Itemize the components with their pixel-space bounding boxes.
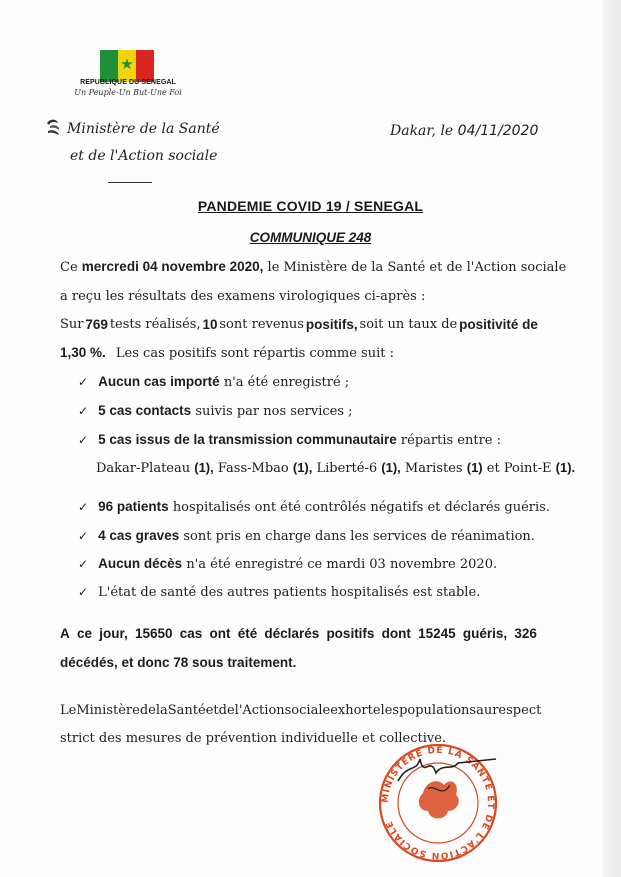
locality: Maristes [404, 461, 463, 476]
flag-red-stripe [136, 50, 154, 82]
summary-word: jour, [99, 626, 128, 641]
summary-word: dont [381, 626, 411, 641]
summary-line-2: décédés, et donc 78 sous traitement. [60, 655, 297, 670]
positive-label: positifs, [305, 317, 358, 332]
summary-line-1 [60, 626, 537, 641]
locality-count: (1) [466, 460, 483, 475]
date-line [390, 123, 538, 139]
closing-line-2: strict des mesures de prévention individuelle et collective. [60, 731, 447, 746]
flag-yellow-stripe [118, 50, 136, 82]
summary-word: ce [76, 626, 92, 641]
republic-name: REPUBLIQUE DU SENEGAL [80, 79, 176, 86]
flag-green-stripe [100, 50, 118, 82]
deaths: Aucun décès [98, 556, 183, 571]
recovered-patients: 96 patients [98, 499, 169, 514]
ministry-name-line2: et de l'Action sociale [70, 148, 218, 164]
checkmark-icon: ✓ [78, 529, 89, 543]
intro-text: Sur [60, 317, 84, 332]
intro-line-4 [60, 345, 394, 361]
summary-word: guéris, [462, 626, 508, 641]
intro-text: tests réalisés, [109, 317, 201, 332]
ministry-name-line1: Ministère de la Santé [67, 121, 220, 137]
intro-line-3 [60, 317, 538, 332]
list-item [78, 556, 497, 572]
checkmark-icon: ✓ [78, 404, 89, 418]
summary-word: cas [179, 626, 203, 641]
closing-word: populations [399, 703, 477, 718]
bullet-text: n'a été enregistré ce mardi 03 novembre 2020. [186, 557, 498, 572]
severe-cases: 4 cas graves [98, 528, 180, 543]
locality-count: (1). [555, 460, 576, 475]
communique-number: COMMUNIQUE 248 [249, 230, 372, 245]
closing-word: les [380, 703, 400, 718]
date-prefix: Dakar, le [390, 123, 454, 139]
locality: Liberté-6 [316, 461, 378, 476]
list-item [78, 432, 501, 448]
intro-line-2: a reçu les résultats des examens virologiques ci-après : [60, 289, 426, 304]
intro-text: soit un taux de [359, 317, 458, 332]
closing-word: exhorte [330, 703, 381, 718]
checkmark-icon: ✓ [78, 500, 89, 514]
closing-word: l'Action [234, 703, 285, 718]
contact-cases: 5 cas contacts [98, 403, 192, 418]
summary-word: 15650 [134, 626, 173, 641]
list-item [78, 528, 535, 544]
tests-count: 769 [85, 317, 108, 332]
closing-word: Santé [167, 703, 206, 718]
closing-word: Ministère [76, 703, 140, 718]
list-item [78, 374, 349, 390]
bullet-text: suivis par nos services ; [195, 404, 353, 419]
locality-count: (1), [381, 460, 401, 475]
closing-word: Le [60, 703, 77, 718]
list-item [78, 499, 550, 515]
closing-word: et [205, 703, 219, 718]
closing-word: de [218, 703, 235, 718]
svg-text:MINISTERE DE LA SANTE ET DE L': MINISTERE DE LA SANTE ET DE L'ACTION SOCIALE [380, 745, 496, 861]
checkmark-icon: ✓ [78, 433, 89, 447]
locality-count: (1), [292, 460, 313, 475]
summary-word: déclarés [264, 626, 320, 641]
positivity-rate: 1,30 %. [60, 345, 106, 360]
bullet-text: sont pris en charge dans les services de réanimation. [183, 529, 535, 544]
checkmark-icon: ✓ [78, 585, 89, 599]
community-cases-breakdown [96, 460, 575, 476]
list-item [78, 403, 353, 419]
summary-word: 15245 [418, 626, 456, 641]
summary-word: positifs [326, 626, 375, 641]
intro-text: Ce [60, 260, 78, 275]
intro-text: sont revenus [219, 317, 304, 332]
checkmark-icon: ✓ [78, 375, 89, 389]
closing-word: sociale [284, 703, 331, 718]
imported-cases: Aucun cas importé [98, 374, 220, 389]
closing-word: au [476, 703, 493, 718]
closing-line-1 [60, 703, 542, 718]
intro-text: le Ministère de la Santé et de l'Action sociale [267, 260, 567, 275]
positivity-label: positivité de [459, 317, 538, 332]
community-cases: 5 cas issus de la transmission communautaire [98, 432, 397, 447]
national-motto: Un Peuple-Un But-Une Foi [74, 88, 182, 97]
intro-line-1 [60, 259, 566, 275]
ministry-divider [108, 182, 152, 183]
intro-date: mercredi 04 novembre 2020, [81, 259, 264, 274]
summary-word: 326 [514, 626, 537, 641]
bullet-text: hospitalisés ont été contrôlés négatifs et déclarés guéris. [172, 500, 550, 515]
bullet-text: L'état de santé des autres patients hospitalisés est stable. [98, 585, 481, 600]
positive-count: 10 [202, 317, 218, 332]
checkmark-icon: ✓ [78, 557, 89, 571]
locality: Fass-Mbao [217, 461, 289, 476]
scan-edge [603, 0, 621, 877]
summary-word: été [237, 626, 258, 641]
list-item [78, 585, 480, 600]
locality: Dakar-Plateau [96, 461, 191, 476]
flag-star-icon: ★ [120, 56, 134, 73]
closing-word: respect [492, 703, 542, 718]
official-seal-stamp [368, 733, 508, 865]
intro-text: Les cas positifs sont répartis comme suit : [115, 346, 394, 361]
summary-word: A [60, 626, 70, 641]
locality-count: (1), [194, 460, 214, 475]
bullet-text: n'a été enregistré ; [223, 375, 350, 390]
ministry-emblem-icon [44, 117, 64, 137]
closing-word: de [139, 703, 156, 718]
document-title: PANDEMIE COVID 19 / SENEGAL [197, 198, 424, 214]
senegal-flag [100, 50, 154, 82]
closing-word: la [155, 703, 168, 718]
locality: et Point-E [486, 461, 552, 476]
summary-word: ont [209, 626, 231, 641]
bullet-text: répartis entre : [400, 433, 501, 448]
date-value: 04/11/2020 [457, 123, 539, 139]
